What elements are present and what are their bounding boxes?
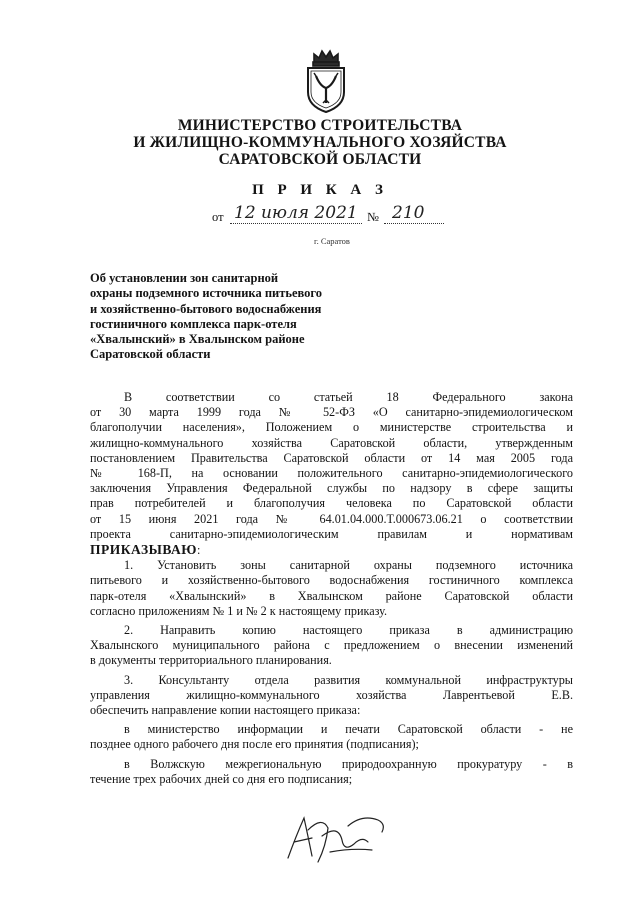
date-from-label: от (212, 210, 224, 224)
item-3-line: управления жилищно-коммунального хозяйства Лаврентьевой Е.В. (90, 687, 573, 702)
preamble-line: В соответствии со статьей 18 Федерального закона (124, 390, 573, 404)
item-3-line: обеспечить направление копии настоящего приказа: (90, 703, 361, 718)
preamble-line: благополучии населения», Положением о министерстве строительства и (90, 420, 573, 435)
subject-line: «Хвалынский» в Хвалынском районе (90, 332, 305, 347)
order-title: П Р И К А З (252, 182, 388, 198)
preamble-line: от 30 марта 1999 года № 52-ФЗ «О санитарно-эпидемиологическом (90, 405, 573, 420)
preamble-line: проекта санитарно-эпидемиологическим правилам и нормативам (90, 526, 573, 541)
ministry-line-1: МИНИСТЕРСТВО СТРОИТЕЛЬСТВА (177, 117, 463, 134)
item-1-line: 1. Установить зоны санитарной охраны подземного источника (124, 558, 573, 573)
item-2-line: Хвалынского муниципального района с предложением о внесении изменений (90, 638, 573, 653)
preamble-line: постановлением Правительства Саратовской области от 14 мая 2005 года (90, 450, 573, 465)
handwritten-number: 210 (392, 203, 425, 223)
handwritten-signature (282, 806, 392, 866)
orders-word: ПРИКАЗЫВАЮ (90, 542, 197, 558)
item-3b-line: течение трех рабочих дней со дня его подписания; (90, 771, 353, 786)
date-underline (230, 223, 362, 224)
orders-heading (90, 542, 573, 558)
city-label: г. Саратов (314, 236, 350, 246)
number-underline (384, 223, 444, 224)
preamble-line: жилищно-коммунального хозяйства Саратовской области, утвержденным (90, 435, 573, 450)
item-2-line: 2. Направить копию настоящего приказа в администрацию (124, 623, 573, 638)
item-3b-line: в Волжскую межрегиональную природоохранную прокуратуру - в (124, 756, 573, 771)
preamble-line: заключения Управления Федеральной службы по надзору в сфере защиты (90, 481, 573, 496)
preamble-line: от 15 июня 2021 года № 64.01.04.000.Т.000673.06.21 о соответствии (90, 511, 573, 526)
subject-line: Саратовской области (90, 347, 211, 362)
preamble-line: прав потребителей и благополучия человека по Саратовской области (90, 496, 573, 511)
item-2-line: в документы территориального планирования. (90, 653, 332, 668)
order-body (90, 390, 573, 787)
handwritten-date: 12 июля 2021 (234, 203, 358, 223)
subject-line: гостиничного комплекса парк-отеля (90, 316, 297, 331)
number-label: № (367, 210, 379, 224)
item-3-line: 3. Консультанту отдела развития коммунальной инфраструктуры (124, 672, 573, 687)
ministry-line-3: САРАТОВСКОЙ ОБЛАСТИ (218, 151, 422, 168)
subject-line: Об установлении зон санитарной (90, 271, 279, 285)
subject-line: и хозяйственно-бытового водоснабжения (90, 301, 322, 316)
subject-line: охраны подземного источника питьевого (90, 286, 323, 301)
item-1-line: питьевого и хозяйственно-бытового водоснабжения гостиничного комплекса (90, 573, 573, 588)
item-3a-line: в министерство информации и печати Саратовской области - не (124, 722, 573, 737)
item-3a-line: позднее одного рабочего дня после его принятия (подписания); (90, 737, 419, 752)
preamble-line: № 168-П, на основании положительного санитарно-эпидемиологического (90, 466, 573, 481)
item-1-line: парк-отеля «Хвалынский» в Хвалынском районе Саратовской области (90, 588, 573, 603)
order-date-row (212, 205, 472, 227)
orders-colon: : (196, 543, 201, 558)
coat-of-arms-icon (300, 48, 352, 114)
item-1-line: согласно приложениям № 1 и № 2 к настоящему приказу. (90, 603, 388, 618)
order-subject (90, 271, 390, 363)
ministry-line-2: И ЖИЛИЩНО-КОММУНАЛЬНОГО ХОЗЯЙСТВА (133, 134, 507, 151)
